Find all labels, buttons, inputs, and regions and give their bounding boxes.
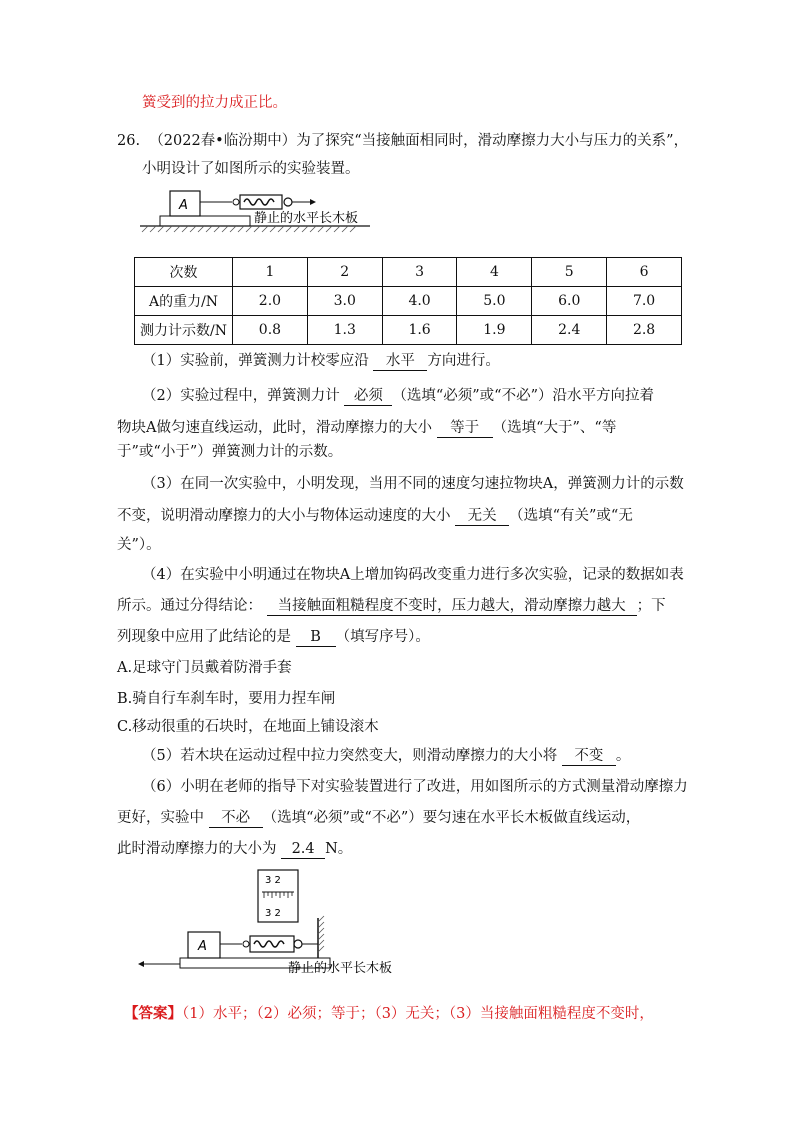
table-row (135, 316, 682, 345)
answer-blank: 不变 (562, 748, 616, 766)
part-2-line-3: 于”或“小于”）弹簧测力计的示数。 (117, 444, 343, 460)
answer-text: （1）水平；（2）必须；等于；（3）无关；（3）当接触面粗糙程度不变时， (182, 1006, 654, 1022)
table-cell: 2.8 (607, 316, 682, 345)
part-4-line-2 (117, 596, 666, 616)
part-2-text: （2）实验过程中，弹簧测力计 (142, 388, 340, 404)
part-2-text-mid: （选填“必须”或“不必”）沿水平方向拉着 (392, 388, 654, 404)
table-header-cell: 3 (382, 258, 457, 287)
part-5-text: （5）若木块在运动过程中拉力突然变大，则滑动摩擦力的大小将 (142, 748, 558, 764)
table-row (135, 287, 682, 316)
board (160, 216, 250, 226)
answer-blank: 必须 (344, 388, 392, 406)
answer-line (124, 1004, 654, 1024)
part-6-text-end: N。 (325, 841, 353, 857)
answer-blank: 水平 (373, 353, 427, 371)
part-3-text: 不变，说明滑动摩擦力的大小与物体运动速度的大小 (117, 508, 451, 524)
table-cell: 0.8 (233, 316, 308, 345)
part-1-text: （1）实验前，弹簧测力计校零应沿 (142, 353, 369, 369)
table-cell: 2.4 (532, 316, 607, 345)
data-table (134, 257, 682, 345)
block-a-label: A (179, 198, 188, 213)
dial-top-label: 3 2 (265, 875, 281, 886)
table-cell: 2.0 (233, 287, 308, 316)
table-cell: 5.0 (457, 287, 532, 316)
table-header-cell: 1 (233, 258, 308, 287)
answer-blank: 等于 (437, 420, 493, 438)
part-4-text-end: （填写序号）。 (335, 629, 430, 645)
answer-tag: 【答案】 (124, 1005, 182, 1022)
part-3-line-1: （3）在同一次实验中，小明发现，当用不同的速度匀速拉物块A，弹簧测力计的示数 (142, 476, 684, 492)
answer-blank: B (296, 629, 336, 647)
answer-blank: 当接触面粗糙程度不变时，压力越大，滑动摩擦力越大 (267, 598, 637, 616)
part-2-text: 物块A做匀速直线运动，此时，滑动摩擦力的大小 (117, 420, 432, 436)
question-stem-line-2: 小明设计了如图所示的实验装置。 (142, 161, 360, 177)
part-2-text-end: （选填“大于”、“等 (492, 420, 617, 436)
answer-blank: 2.4 (281, 841, 325, 859)
part-2-line-2 (117, 418, 616, 438)
table-cell: A的重力/N (135, 287, 233, 316)
question-number: 26. (117, 133, 141, 149)
table-cell: 测力计示数/N (135, 316, 233, 345)
table-cell: 1.3 (307, 316, 382, 345)
part-6-text-end: （选填“必须”或“不必”）要匀速在水平长木板做直线运动， (262, 810, 641, 826)
option-a: A.足球守门员戴着防滑手套 (117, 660, 292, 676)
answer-blank: 无关 (455, 508, 509, 526)
part-4-line-1: （4）在实验中小明通过在物块A上增加钩码改变重力进行多次实验，记录的数据如表 (142, 567, 684, 583)
part-6-line-3 (117, 839, 352, 859)
part-5-text-end: 。 (615, 748, 631, 764)
table-cell: 1.6 (382, 316, 457, 345)
question-stem-line-1 (117, 131, 688, 151)
answer-blank: 不必 (209, 810, 263, 828)
block-a-label: A (198, 939, 207, 954)
spring-scale (240, 195, 282, 209)
question-source: （2022春•临汾期中） (149, 133, 297, 149)
table-header-cell: 4 (457, 258, 532, 287)
option-c: C.移动很重的石块时，在地面上铺设滚木 (117, 719, 379, 735)
previous-answer-tail: 簧受到的拉力成正比。 (142, 95, 287, 111)
part-6-line-2 (117, 808, 640, 828)
part-6-text: 更好，实验中 (117, 810, 204, 826)
part-6-text: 此时滑动摩擦力的大小为 (117, 841, 277, 857)
experiment-figure-2 (138, 866, 408, 978)
part-1-text-end: 方向进行。 (427, 353, 500, 369)
part-4-text: 所示。通过分得结论： (117, 598, 262, 614)
experiment-figure-1 (140, 186, 390, 238)
question-stem-text: 为了探究“当接触面相同时，滑动摩擦力大小与压力的关系”， (296, 133, 689, 149)
table-cell: 7.0 (607, 287, 682, 316)
table-header-cell: 2 (307, 258, 382, 287)
option-b: B.骑自行车刹车时，要用力捏车闸 (117, 691, 336, 707)
board-label: 静止的水平长木板 (288, 961, 393, 976)
part-3-line-3: 关”）。 (117, 537, 161, 553)
table-header-cell: 6 (607, 258, 682, 287)
table-cell: 6.0 (532, 287, 607, 316)
table-header-cell: 次数 (135, 258, 233, 287)
part-1 (142, 351, 500, 371)
part-6-line-1: （6）小明在老师的指导下对实验装置进行了改进，用如图所示的方式测量滑动摩擦力 (142, 779, 688, 795)
table-cell: 3.0 (307, 287, 382, 316)
table-row-header (135, 258, 682, 287)
table-header-cell: 5 (532, 258, 607, 287)
part-5 (142, 746, 630, 766)
part-3-line-2 (117, 506, 633, 526)
part-4-text-end: ；下 (636, 598, 666, 614)
part-3-text-end: （选填“有关”或“无 (509, 508, 633, 524)
part-4-line-3 (117, 627, 430, 647)
dial-bottom-label: 3 2 (265, 908, 281, 919)
part-2-line-1 (142, 386, 654, 406)
table-cell: 4.0 (382, 287, 457, 316)
part-4-text: 列现象中应用了此结论的是 (117, 629, 291, 645)
table-cell: 1.9 (457, 316, 532, 345)
board-label: 静止的水平长木板 (254, 211, 359, 226)
